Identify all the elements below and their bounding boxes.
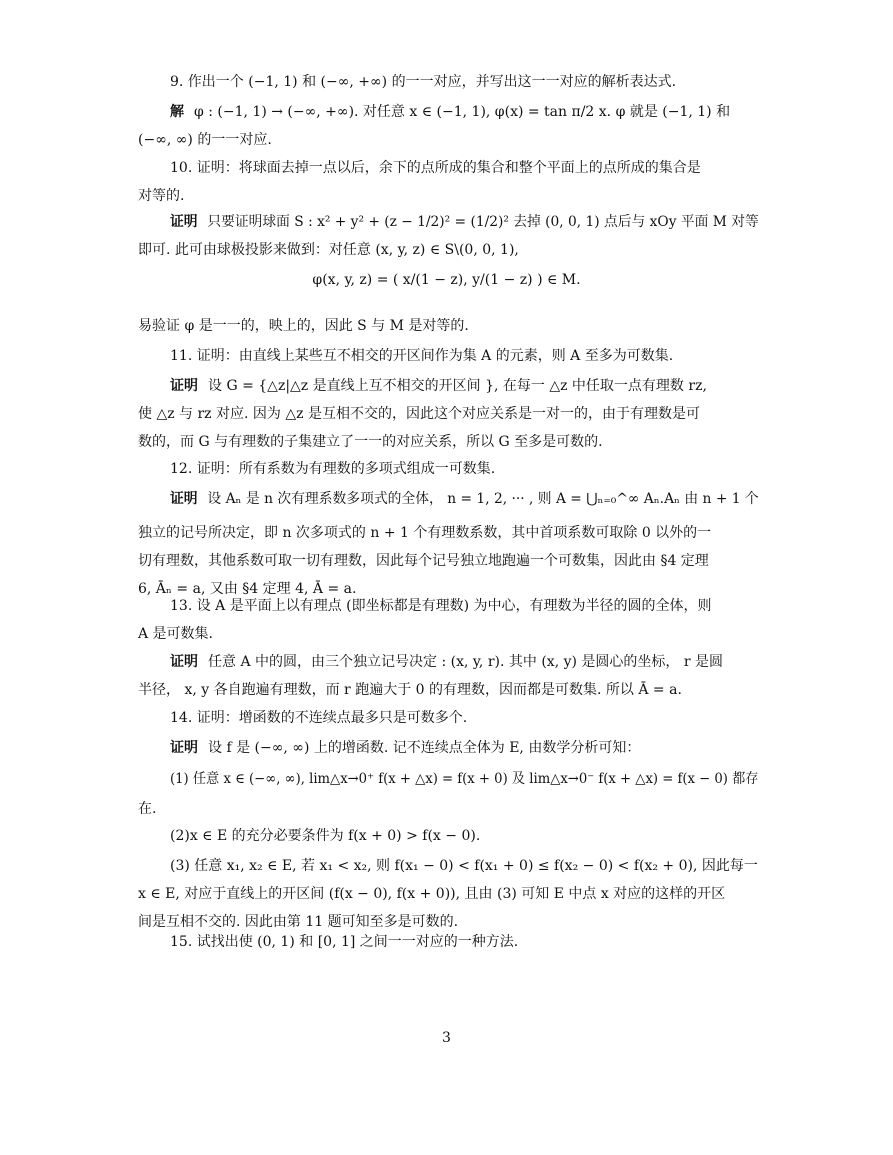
proof-text: (1) 任意 x ∈ (−∞, ∞), lim△x→0⁺ f(x + △x) = f(x + 0) 及 lim△x→0⁻ f(x + △x) = f(x − 0) 都存 — [170, 771, 759, 787]
problem-statement: 12. 证明：所有系数为有理数的多项式组成一可数集. — [170, 461, 496, 477]
proof-text: 数的，而 G 与有理数的子集建立了一一的对应关系，所以 G 至多是可数的. — [138, 434, 603, 450]
solution-label: 解 — [170, 104, 184, 120]
proof-text: x ∈ E, 对应于直线上的开区间 (f(x − 0), f(x + 0)), 且由 (3) 可知 E 中点 x 对应的这样的开区 — [138, 886, 726, 902]
proof-text: 只要证明球面 S : x² + y² + (z − 1/2)² = (1/2)² 去掉 (0, 0, 1) 点后与 xOy 平面 M 对等 — [207, 214, 759, 230]
proof-text: (3) 任意 x₁, x₂ ∈ E, 若 x₁ < x₂, 则 f(x₁ − 0) < f(x₁ + 0) ≤ f(x₂ − 0) < f(x₂ + 0), 因此每一 — [170, 858, 758, 874]
problem-statement: 对等的. — [138, 188, 185, 204]
proof-label: 证明 — [170, 214, 198, 230]
proof-text: 半径， x, y 各自跑遍有理数，而 r 跑遍大于 0 的有理数，因而都是可数集. 所以 Ā = a. — [138, 682, 682, 698]
proof-label: 证明 — [170, 740, 198, 756]
problem-statement: 9. 作出一个 (−1, 1) 和 (−∞, +∞) 的一一对应，并写出这一一对应的解析表达式. — [170, 74, 677, 90]
problem-statement: 10. 证明：将球面去掉一点以后，余下的点所成的集合和整个平面上的点所成的集合是 — [170, 160, 701, 176]
display-formula: φ(x, y, z) = ( x/(1 − z), y/(1 − z) ) ∈ M. — [312, 272, 581, 288]
solution-text: φ : (−1, 1) → (−∞, +∞). 对任意 x ∈ (−1, 1), φ(x) = tan π/2 x. φ 就是 (−1, 1) 和 — [194, 104, 731, 120]
problem-statement: A 是可数集. — [138, 626, 214, 642]
proof-text: 使 △z 与 rz 对应. 因为 △z 是互相不交的，因此这个对应关系是一对一的，由于有理数是可 — [138, 406, 700, 422]
proof-text: 设 Aₙ 是 n 次有理系数多项式的全体， n = 1, 2, ··· , 则 A = ⋃ₙ₌₀^∞ Aₙ.Aₙ 由 n + 1 个 — [207, 491, 759, 507]
proof-text: 设 f 是 (−∞, ∞) 上的增函数. 记不连续点全体为 E, 由数学分析可知： — [208, 740, 641, 756]
proof-text: 在. — [138, 801, 157, 817]
solution-text: (−∞, ∞) 的一一对应. — [138, 132, 272, 148]
proof-text: 切有理数，其他系数可取一切有理数，因此每个记号独立地跑遍一个可数集，因此由 §4 定理 — [138, 553, 709, 569]
proof-text: 任意 A 中的圆，由三个独立记号决定 : (x, y, r). 其中 (x, y) 是圆心的坐标， r 是圆 — [208, 654, 724, 670]
proof-text: 间是互相不交的. 因此由第 11 题可知至多是可数的. — [138, 914, 459, 930]
problem-statement: 15. 试找出使 (0, 1) 和 [0, 1] 之间一一对应的一种方法. — [170, 934, 519, 950]
problem-statement: 11. 证明：由直线上某些互不相交的开区间作为集 A 的元素，则 A 至多为可数集. — [170, 348, 674, 364]
proof-text: 独立的记号所决定，即 n 次多项式的 n + 1 个有理数系数，其中首项系数可取除 0 以外的一 — [138, 525, 712, 541]
proof-label: 证明 — [170, 378, 198, 394]
proof-text: 即可. 此可由球极投影来做到：对任意 (x, y, z) ∈ S\(0, 0, 1), — [138, 242, 519, 258]
proof-label: 证明 — [170, 491, 198, 507]
proof-text: 设 G = {△z|△z 是直线上互不相交的开区间 }, 在每一 △z 中任取一点有理数 rz, — [208, 378, 707, 394]
proof-text: 易验证 φ 是一一的，映上的，因此 S 与 M 是对等的. — [138, 318, 469, 334]
proof-text: 6, Āₙ = a, 又由 §4 定理 4, Ā = a. — [138, 581, 357, 597]
proof-label: 证明 — [170, 654, 198, 670]
proof-text: (2)x ∈ E 的充分必要条件为 f(x + 0) > f(x − 0). — [170, 828, 481, 844]
page-number: 3 — [442, 1030, 451, 1046]
problem-statement: 14. 证明：增函数的不连续点最多只是可数多个. — [170, 710, 468, 726]
problem-statement: 13. 设 A 是平面上以有理点 (即坐标都是有理数) 为中心，有理数为半径的圆的全体，则 — [170, 598, 712, 614]
